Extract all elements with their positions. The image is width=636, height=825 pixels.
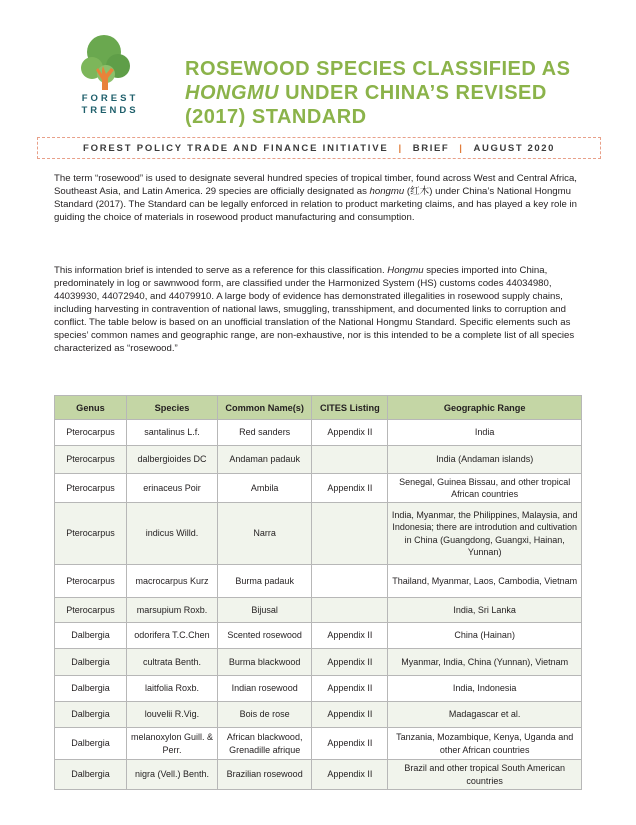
doc-type: BRIEF xyxy=(412,142,450,154)
cell-cites: Appendix II xyxy=(312,474,388,503)
page-title xyxy=(185,57,605,129)
header-genus: Genus xyxy=(55,396,127,420)
table-row xyxy=(55,503,582,565)
cell-common-name: Bijusal xyxy=(218,598,312,623)
cell-cites: Appendix II xyxy=(312,702,388,728)
cell-common-name: Scented rosewood xyxy=(218,623,312,649)
cell-genus: Dalbergia xyxy=(55,623,127,649)
intro-paragraph xyxy=(54,172,584,224)
cell-cites xyxy=(312,565,388,598)
table-row xyxy=(55,446,582,474)
cell-species: santalinus L.f. xyxy=(126,420,217,446)
p2-hongmu: Hongmu xyxy=(387,265,424,276)
cell-cites: Appendix II xyxy=(312,676,388,702)
cell-cites: Appendix II xyxy=(312,728,388,760)
cell-cites xyxy=(312,598,388,623)
banner-separator: | xyxy=(459,142,464,154)
cell-common-name: Indian rosewood xyxy=(218,676,312,702)
table-row xyxy=(55,676,582,702)
cell-genus: Dalbergia xyxy=(55,649,127,676)
cell-cites: Appendix II xyxy=(312,649,388,676)
cell-range: India, Myanmar, the Philippines, Malaysia, and Indonesia; there are introdution and cultivation in China (Guangdong, Guangxi, Hainan, Yunnan) xyxy=(388,503,582,565)
header-geographic-range: Geographic Range xyxy=(388,396,582,420)
cell-range: Brazil and other tropical South American countries xyxy=(388,760,582,790)
purpose-paragraph xyxy=(54,264,584,355)
cell-common-name: Red sanders xyxy=(218,420,312,446)
table-row xyxy=(55,598,582,623)
cell-range: India xyxy=(388,420,582,446)
cell-common-name: Bois de rose xyxy=(218,702,312,728)
p2-text-b: species imported into China, predominately in log or sawnwood form, are classified under the Harmonized System (HS) customs codes 44034980, 44039930, 44072940, and 44079910. A large body of evidence has demonstrated illegalities in rosewood supply chains, including harvesting in contravention of national laws, smuggling, transshipment, and documented links to corruption and conflict. The table below is based on an unofficial translation of the National Hongmu Standard. Specific elements such as species’ common names and geographic range, are non-exhaustive, nor is this intended to be a complete list of all species characterized as “rosewood.” xyxy=(54,265,575,354)
cell-common-name: African blackwood, Grenadille afrique xyxy=(218,728,312,760)
title-line-1: ROSEWOOD SPECIES CLASSIFIED AS xyxy=(185,58,571,80)
cell-cites: Appendix II xyxy=(312,623,388,649)
cell-species: laitfolia Roxb. xyxy=(126,676,217,702)
table-row xyxy=(55,760,582,790)
title-line-2 xyxy=(185,81,605,105)
p1-text-b: (红木) under China’s National Hongmu Standard (2017). The Standard can be legally enforced in relation to product marketing claims, and has played a key role in guiding the choice of materials in rosewood product manufacturing and consumption. xyxy=(54,186,577,223)
p2-text-a: This information brief is intended to serve as a reference for this classification. xyxy=(54,265,388,276)
cell-genus: Pterocarpus xyxy=(55,474,127,503)
cell-range: Tanzania, Mozambique, Kenya, Uganda and other African countries xyxy=(388,728,582,760)
cell-genus: Pterocarpus xyxy=(55,565,127,598)
initiative-name: FOREST POLICY TRADE AND FINANCE INITIATIVE xyxy=(82,142,389,154)
cell-genus: Pterocarpus xyxy=(55,446,127,474)
header-cites: CITES Listing xyxy=(312,396,388,420)
cell-common-name: Burma padauk xyxy=(218,565,312,598)
logo-line-1: FOREST xyxy=(81,93,139,104)
cell-range: India, Indonesia xyxy=(388,676,582,702)
cell-species: cultrata Benth. xyxy=(126,649,217,676)
title-hongmu: HONGMU xyxy=(185,82,280,104)
cell-range: India, Sri Lanka xyxy=(388,598,582,623)
header-species: Species xyxy=(126,396,217,420)
cell-genus: Dalbergia xyxy=(55,702,127,728)
cell-species: marsupium Roxb. xyxy=(126,598,217,623)
cell-species: odorifera T.C.Chen xyxy=(126,623,217,649)
cell-species: erinaceus Poir xyxy=(126,474,217,503)
logo-line-2: TRENDS xyxy=(81,105,139,116)
cell-common-name: Andaman padauk xyxy=(218,446,312,474)
table-header-row xyxy=(55,396,582,420)
cell-species: indicus Willd. xyxy=(126,503,217,565)
title-line-2-rest: UNDER CHINA’S REVISED xyxy=(279,82,547,104)
cell-genus: Dalbergia xyxy=(55,676,127,702)
cell-species: melanoxylon Guill. & Perr. xyxy=(126,728,217,760)
cell-cites xyxy=(312,503,388,565)
cell-range: India (Andaman islands) xyxy=(388,446,582,474)
cell-range: Madagascar et al. xyxy=(388,702,582,728)
cell-cites: Appendix II xyxy=(312,420,388,446)
cell-species: nigra (Vell.) Benth. xyxy=(126,760,217,790)
table-row xyxy=(55,565,582,598)
cell-genus: Pterocarpus xyxy=(55,598,127,623)
p1-text-a: The term “rosewood” is used to designate several hundred species of tropical timber, found across West and Central Africa, Southeast Asia, and Latin America. 29 species are officially designated as xyxy=(54,173,577,197)
banner-separator: | xyxy=(398,142,403,154)
cell-cites: Appendix II xyxy=(312,760,388,790)
doc-date: AUGUST 2020 xyxy=(473,142,556,154)
logo-wordmark xyxy=(64,93,156,117)
cell-genus: Dalbergia xyxy=(55,728,127,760)
cell-range: China (Hainan) xyxy=(388,623,582,649)
cell-common-name: Ambila xyxy=(218,474,312,503)
cell-genus: Dalbergia xyxy=(55,760,127,790)
cell-common-name: Brazilian rosewood xyxy=(218,760,312,790)
table-row xyxy=(55,702,582,728)
header-common-names: Common Name(s) xyxy=(218,396,312,420)
table-row xyxy=(55,728,582,760)
cell-common-name: Burma blackwood xyxy=(218,649,312,676)
p1-hongmu: hongmu xyxy=(369,186,405,197)
cell-species: louvelii R.Vig. xyxy=(126,702,217,728)
cell-species: macrocarpus Kurz xyxy=(126,565,217,598)
cell-cites xyxy=(312,446,388,474)
table-row xyxy=(55,474,582,503)
cell-range: Senegal, Guinea Bissau, and other tropical African countries xyxy=(388,474,582,503)
species-table xyxy=(54,395,582,790)
table-row xyxy=(55,420,582,446)
table-row xyxy=(55,649,582,676)
title-line-3: (2017) STANDARD xyxy=(185,106,367,128)
cell-range: Myanmar, India, China (Yunnan), Vietnam xyxy=(388,649,582,676)
cell-range: Thailand, Myanmar, Laos, Cambodia, Vietnam xyxy=(388,565,582,598)
cell-genus: Pterocarpus xyxy=(55,503,127,565)
cell-species: dalbergioides DC xyxy=(126,446,217,474)
cell-genus: Pterocarpus xyxy=(55,420,127,446)
table-row xyxy=(55,623,582,649)
initiative-banner xyxy=(37,137,601,159)
cell-common-name: Narra xyxy=(218,503,312,565)
